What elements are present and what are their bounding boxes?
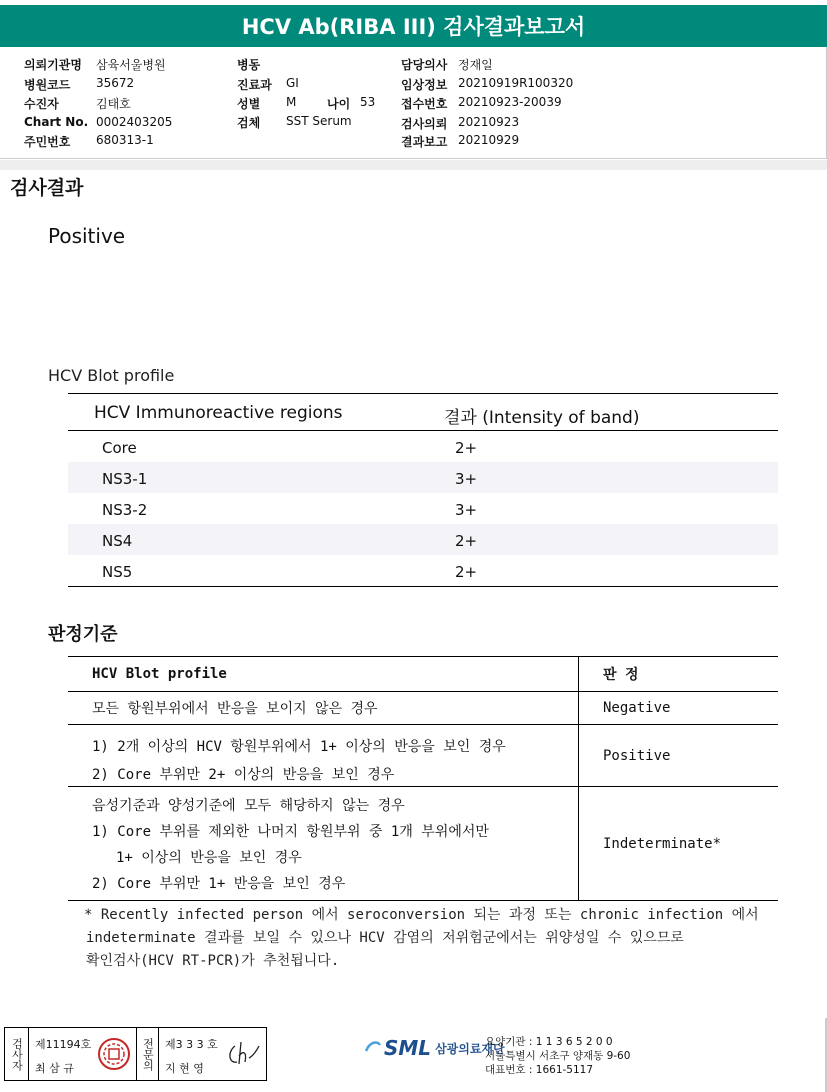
lab-code: 요양기관 : 1 1 3 6 5 2 0 0	[485, 1036, 613, 1048]
examiner-name: 최 삼 규	[35, 1062, 74, 1075]
section-divider	[0, 160, 827, 170]
header-intensity: 결과 (Intensity of band)	[444, 408, 640, 428]
intensity-cell: 2+	[455, 532, 478, 550]
resident-no-label: 주민번호	[24, 135, 71, 149]
report-title: HCV Ab(RIBA III) 검사결과보고서	[0, 5, 827, 47]
examiner-label: 검사자	[5, 1028, 29, 1080]
table-row	[68, 524, 778, 555]
institution-value: 삼육서울병원	[96, 58, 166, 72]
specialist-cell	[159, 1028, 267, 1080]
indeterminate-condition-intro: 음성기준과 양성기준에 모두 해당하지 않는 경우	[92, 798, 405, 814]
indeterminate-condition-1-cont: 1+ 이상의 반응을 보인 경우	[116, 850, 302, 866]
report-date-value: 20210929	[458, 133, 520, 147]
specimen-label: 검체	[237, 116, 261, 130]
hospital-code-label: 병원코드	[24, 78, 71, 92]
examiner-cell	[29, 1028, 137, 1080]
blot-result-table	[68, 393, 778, 587]
signature-icon	[225, 1038, 263, 1070]
lab-address: 서울특별시 서초구 양재동 9-60	[485, 1050, 631, 1062]
specialist-label: 전문의	[137, 1028, 159, 1080]
positive-conditions	[68, 725, 579, 786]
criteria-header-row	[68, 657, 778, 692]
negative-judgment: Negative	[603, 700, 671, 716]
specialist-name: 지 현 영	[165, 1062, 204, 1075]
intensity-cell: 3+	[455, 501, 478, 519]
specialist-license: 제3 3 3 호	[165, 1038, 218, 1051]
region-cell: NS5	[102, 563, 133, 581]
results-section-title: 검사결과	[10, 177, 84, 199]
examinee-label: 수진자	[24, 97, 59, 111]
criteria-indeterminate-row	[68, 787, 778, 900]
table-row	[68, 555, 778, 586]
hospital-code-value: 35672	[96, 76, 135, 90]
header-region: HCV Immunoreactive regions	[94, 403, 343, 423]
region-cell: Core	[102, 439, 137, 457]
report-date-label: 결과보고	[401, 135, 448, 149]
chart-no-value: 0002403205	[96, 115, 173, 129]
criteria-table	[68, 656, 778, 901]
table-row	[68, 431, 778, 462]
footnote-line-1: * Recently infected person 에서 seroconversion 되는 과정 또는 chronic infection 에서	[84, 907, 759, 923]
request-date-value: 20210923	[458, 115, 520, 129]
lab-name: 삼광의료재단	[435, 1041, 505, 1056]
clinical-info-value: 20210919R100320	[458, 76, 574, 90]
table-bottom-rule	[68, 586, 778, 587]
patient-info-panel	[0, 47, 827, 159]
sex-value: M	[286, 95, 297, 109]
age-value: 53	[360, 95, 376, 109]
examiner-seal-icon	[97, 1037, 131, 1071]
indeterminate-conditions	[68, 787, 579, 900]
receipt-no-value: 20210923-20039	[458, 95, 562, 109]
positive-condition-1: 1) 2개 이상의 HCV 항원부위에서 1+ 이상의 반응을 보인 경우	[92, 739, 506, 755]
region-cell: NS4	[102, 532, 133, 550]
lab-brand: SML	[384, 1036, 432, 1060]
region-cell: NS3-2	[102, 501, 148, 519]
sex-label: 성별	[237, 97, 261, 111]
physician-value: 정재일	[458, 58, 493, 72]
criteria-title: 판정기준	[48, 624, 118, 645]
indeterminate-condition-2: 2) Core 부위만 1+ 반응을 보인 경우	[92, 876, 346, 892]
indeterminate-condition-1: 1) Core 부위를 제외한 나머지 항원부위 중 1개 부위에서만	[92, 824, 489, 840]
intensity-cell: 3+	[455, 470, 478, 488]
request-date-label: 검사의뢰	[401, 117, 448, 131]
criteria-positive-row	[68, 725, 778, 787]
age-label: 나이	[327, 97, 351, 111]
intensity-cell: 2+	[455, 563, 478, 581]
lab-phone: 대표번호 : 1661-5117	[485, 1064, 594, 1076]
resident-no-value: 680313-1	[96, 133, 154, 147]
footnote-line-2: indeterminate 결과를 보일 수 있으나 HCV 감염의 저위험군에서는 위양성일 수 있으므로	[86, 930, 684, 946]
blot-table-header	[68, 393, 778, 431]
chart-no-label: Chart No.	[24, 115, 89, 129]
criteria-header-judgment: 판 정	[603, 667, 639, 683]
intensity-cell: 2+	[455, 439, 478, 457]
positive-condition-2: 2) Core 부위만 2+ 이상의 반응을 보인 경우	[92, 767, 395, 783]
receipt-no-label: 접수번호	[401, 97, 448, 111]
overall-result: Positive	[48, 224, 126, 248]
criteria-negative-row	[68, 692, 778, 725]
ward-label: 병동	[237, 58, 261, 72]
institution-label: 의뢰기관명	[24, 58, 82, 72]
examinee-value: 김태호	[96, 97, 131, 111]
region-cell: NS3-1	[102, 470, 148, 488]
physician-label: 담당의사	[401, 58, 448, 72]
lab-info	[485, 1035, 630, 1077]
blot-profile-title: HCV Blot profile	[48, 366, 175, 385]
criteria-header-profile: HCV Blot profile	[68, 657, 579, 691]
specimen-value: SST Serum	[286, 114, 352, 128]
department-label: 진료과	[237, 78, 272, 92]
examiner-license: 제11194호	[35, 1038, 92, 1051]
footnote	[86, 904, 786, 973]
negative-condition: 모든 항원부위에서 반응을 보이지 않은 경우	[68, 692, 579, 724]
table-row	[68, 462, 778, 493]
indeterminate-judgment: Indeterminate*	[603, 835, 722, 852]
department-value: GI	[286, 76, 299, 90]
lab-logo	[364, 1036, 505, 1060]
signature-box	[4, 1027, 267, 1081]
table-row	[68, 493, 778, 524]
lab-logo-icon	[364, 1039, 382, 1057]
positive-judgment: Positive	[603, 747, 671, 764]
footnote-line-3: 확인검사(HCV RT-PCR)가 추천됩니다.	[86, 953, 340, 969]
clinical-info-label: 임상정보	[401, 78, 448, 92]
